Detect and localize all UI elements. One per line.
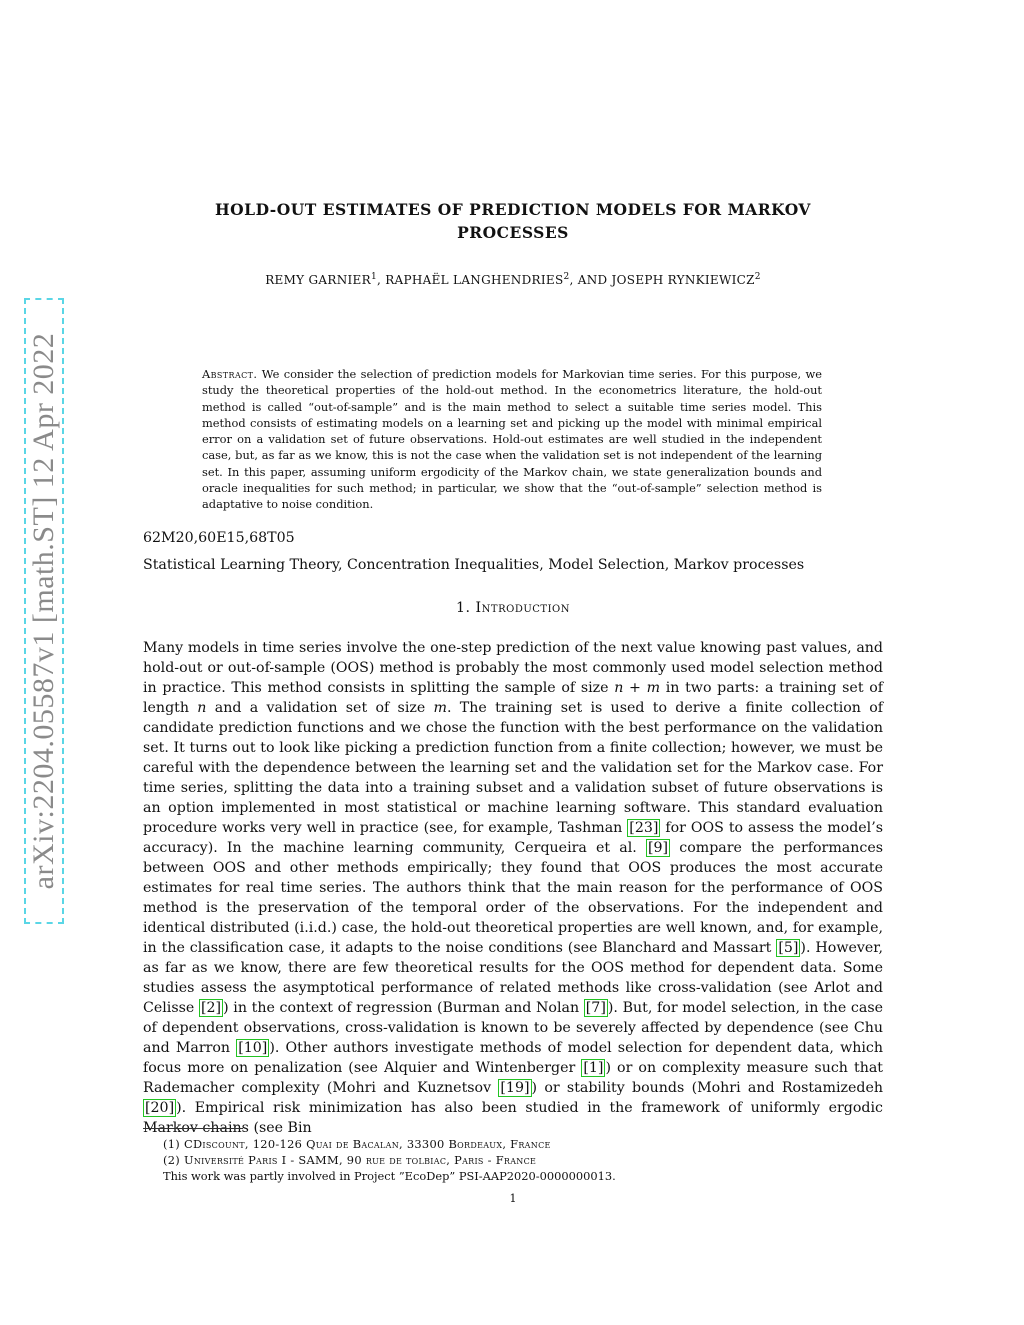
footnote-affiliation-2: (2) Université Paris I - SAMM, 90 rue de tolbiac, Paris - France <box>163 1153 537 1167</box>
intro-text: . The training set is used to derive a finite collection of candidate prediction functions and we chose the function with the best performance on the validation set. It turns out to look like picking a prediction function from a finite collection; however, we must be careful with the dependence between the learning set and the validation set for the Markov case. For time series, splitting the data into a training subset and a validation subset of future observations is an option implemented in most statistical or machine learning software. This standard evaluation procedure works very well in practice (see, for example, Tashman <box>143 700 883 836</box>
author-2-affiliation-mark: 2 <box>563 272 570 282</box>
math-n: n <box>197 700 207 716</box>
intro-text: for OOS to assess the model’s accuracy). In the machine learning community, Cerqueira et al. <box>143 820 883 856</box>
citation-link[interactable]: [7] <box>585 1000 606 1016</box>
abstract-text: We consider the selection of prediction models for Markovian time series. For this purpose, we study the theoretical properties of the hold-out method. In the econometrics literature, the hold-out method is called “out-of-sample” and is the main method to select a suitable time series model. This method consists of estimating models on a learning set and picking up the model with minimal empirical error on a validation set of future observations. Hold-out estimates are well studied in the independent case, but, as far as we know, this is not the case when the validation set is not independent of the learning set. In this paper, assuming uniform ergodicity of the Markov chain, we state generalization bounds and oracle inequalities for such method; in particular, we show that the “out-of-sample” selection method is adaptative to noise condition. <box>202 367 823 512</box>
intro-text: compare the performances between OOS and other methods empirically; they found that OOS produces the most accurate estimates for real time series. The authors think that the main reason for the performance of OOS method is the preservation of the temporal order of the observations. For the independent and identical distributed (i.i.d.) case, the hold-out theoretical properties are well known, and, for example, in the classification case, it adapts to the noise conditions (see Blanchard and Massart <box>143 840 883 956</box>
paper-title-line-2: PROCESSES <box>457 223 569 242</box>
intro-text: Many models in time series involve the one-step prediction of the next value knowing past values, and hold-out or out-of-sample (OOS) method is probably the most commonly used model selection method in practice. This method consists in splitting the sample of size <box>143 640 883 696</box>
author-2: , RAPHAËL LANGHENDRIES <box>376 273 564 287</box>
author-1: REMY GARNIER <box>265 273 371 287</box>
introduction-paragraph <box>143 638 883 1138</box>
intro-text: ). However, as far as we know, there are few theoretical results for the OOS method for dependent data. Some studies assess the asymptotical performance of related methods like cross-validation (see Arlot and Celisse <box>143 940 884 1016</box>
arxiv-identifier: arXiv:2204.05587v1 [math.ST] 12 Apr 2022 <box>27 332 60 890</box>
intro-text: and a validation set of size <box>206 700 434 716</box>
paper-title <box>143 198 883 244</box>
math-m: m <box>433 700 447 716</box>
citation-link[interactable]: [2] <box>200 1000 222 1016</box>
footnote-affiliation-1: (1) CDiscount, 120-126 Quai de Bacalan, 33300 Bordeaux, France <box>163 1137 551 1151</box>
citation-link[interactable]: [23] <box>629 820 659 836</box>
intro-text: ). But, for model selection, in the case of dependent observations, cross-validation is known to be severely affected by dependence (see Chu and Marron <box>143 1000 883 1056</box>
citation-link[interactable]: [20] <box>145 1100 175 1116</box>
abstract <box>202 366 822 513</box>
citation-link[interactable]: [10] <box>238 1040 268 1056</box>
keywords: Statistical Learning Theory, Concentration Inequalities, Model Selection, Markov processes <box>143 557 805 573</box>
footnote-funding: This work was partly involved in Project ”EcoDep” PSI-AAP2020-0000000013. <box>163 1169 616 1183</box>
author-list <box>143 272 883 287</box>
author-3-affiliation-mark: 2 <box>754 272 761 282</box>
author-1-affiliation-mark: 1 <box>370 272 377 282</box>
intro-text: in two parts: a training set of length <box>143 680 884 716</box>
intro-text: ) or on complexity measure such that Rademacher complexity (Mohri and Kuznetsov <box>143 1060 883 1096</box>
arxiv-sidebar-stamp <box>24 298 64 924</box>
msc-codes: 62M20,60E15,68T05 <box>143 530 295 546</box>
author-3: , AND JOSEPH RYNKIEWICZ <box>569 273 755 287</box>
intro-text: ). Other authors investigate methods of model selection for dependent data, which focus more on penalization (see Alquier and Wintenberger <box>143 1040 883 1076</box>
intro-text: ) in the context of regression (Burman and Nolan <box>223 1000 584 1016</box>
intro-text: ). Empirical risk minimization has also been studied in the framework of uniformly ergodic Markov chains (see Bin <box>143 1100 883 1136</box>
intro-text: ) or stability bounds (Mohri and Rostamizedeh <box>531 1080 883 1096</box>
abstract-label: Abstract. <box>202 367 258 381</box>
paper-title-line-1: HOLD-OUT ESTIMATES OF PREDICTION MODELS FOR MARKOV <box>215 200 811 219</box>
citation-link[interactable]: [9] <box>647 840 669 856</box>
math-n-plus-m: n + m <box>614 680 661 696</box>
citation-link[interactable]: [19] <box>500 1080 530 1096</box>
citation-link[interactable]: [5] <box>778 940 799 956</box>
section-heading-introduction: 1. Introduction <box>456 600 570 616</box>
page-number: 1 <box>509 1192 517 1205</box>
footnote-divider <box>143 1128 243 1129</box>
citation-link[interactable]: [1] <box>583 1060 604 1076</box>
footnotes <box>163 1136 616 1184</box>
